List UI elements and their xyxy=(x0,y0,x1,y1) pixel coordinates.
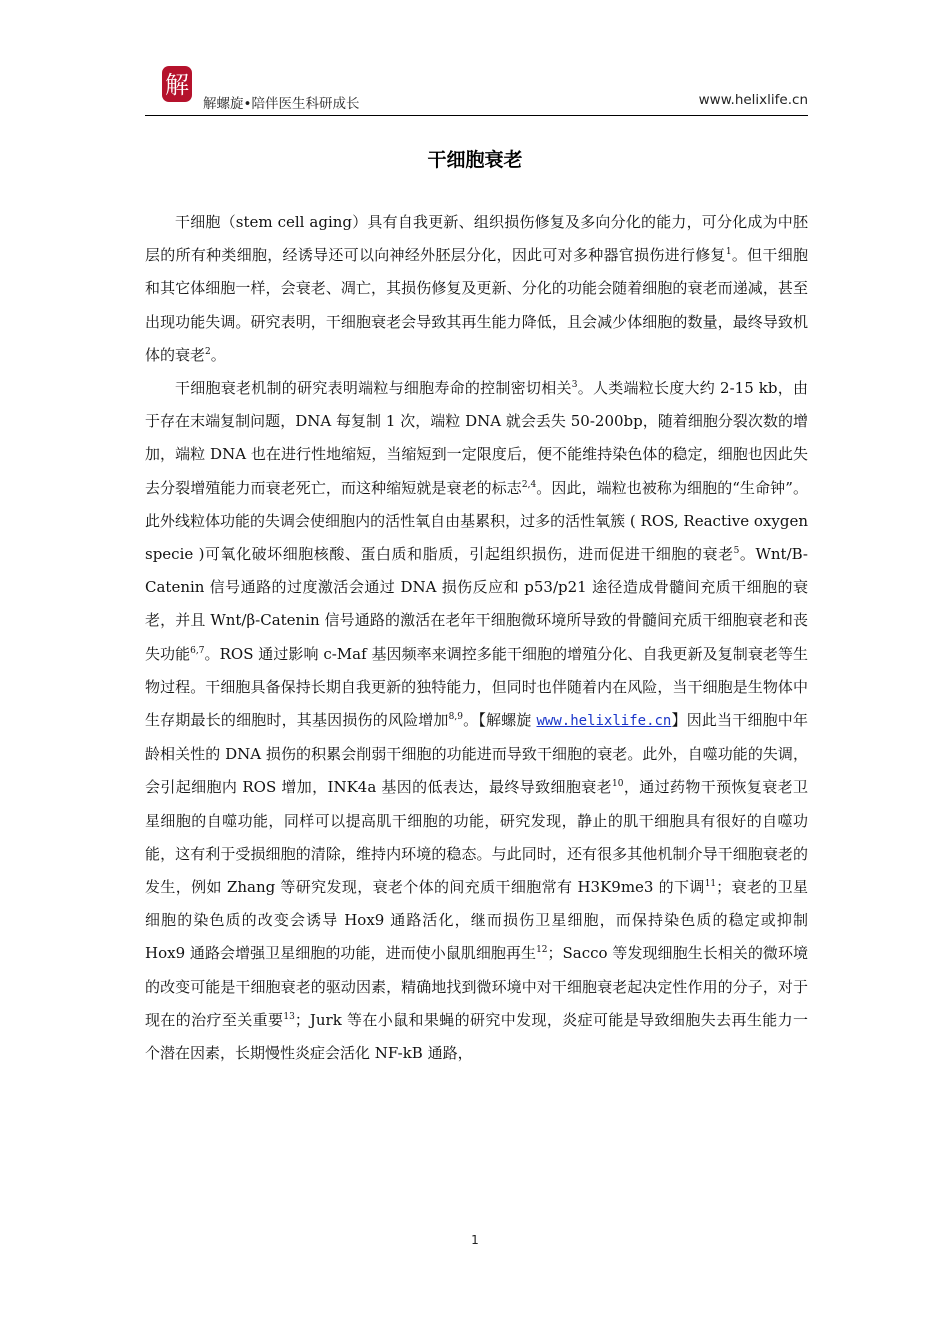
citation-ref: 13 xyxy=(283,1011,295,1022)
paragraph xyxy=(145,372,808,1070)
citation-ref: 2,4 xyxy=(521,479,537,490)
text-segment: 】因此当干细胞中年龄相关性的 DNA 损伤的积累会削弱干细胞的功能进而导致干细胞的衰老。此外，自噬功能的失调，会引起细胞内 ROS 增加，INK4a 基因的低表达，最终导致细胞衰老 xyxy=(145,711,808,797)
citation-ref: 11 xyxy=(704,879,717,890)
citation-ref: 2 xyxy=(205,346,211,357)
page-title: 干细胞衰老 xyxy=(427,148,523,171)
header-brand: 解螺旋•陪伴医生科研成长 xyxy=(203,96,360,112)
page-header xyxy=(145,62,808,118)
citation-ref: 10 xyxy=(612,779,624,790)
paragraph xyxy=(145,206,808,372)
text-segment: 干细胞（stem cell aging）具有自我更新、组织损伤修复及多向分化的能力，可分化成为中胚层的所有种类细胞，经诱导还可以向神经外胚层分化，因此可对多种器官损伤进行修复 xyxy=(145,213,808,265)
header-rule xyxy=(145,115,808,116)
citation-ref: 8,9 xyxy=(448,712,463,723)
logo-glyph: 解 xyxy=(165,71,189,99)
text-segment: 。人类端粒长度大约 2-15 kb，由于存在末端复制问题，DNA 每复制 1 次，端粒 DNA 就会丢失 50-200bp，随着细胞分裂次数的增加，端粒 DNA 也在进行性地缩短，当缩短到一定限度后，便不能维持染色体的稳定，细胞也因此失去分裂增殖能力而衰老死亡，而这种缩短就是衰老的标志 xyxy=(145,379,808,497)
text-segment: ；Jurk 等在小鼠和果蝇的研究中发现，炎症可能是导致细胞失去再生能力一个潜在因素，长期慢性炎症会活化 NF-kB 通路， xyxy=(145,1010,808,1063)
header-site-url[interactable]: www.helixlife.cn xyxy=(698,92,808,108)
text-segment: 。但干细胞和其它体细胞一样，会衰老、凋亡，其损伤修复及更新、分化的功能会随着细胞的衰老而递减，甚至出现功能失调。研究表明，干细胞衰老会导致其再生能力降低，且会减少体细胞的数量，最终导致机体的衰老 xyxy=(145,246,808,364)
citation-ref: 1 xyxy=(725,247,732,258)
inline-link[interactable]: www.helixlife.cn xyxy=(536,713,672,730)
citation-ref: 5 xyxy=(733,546,740,557)
text-segment: 。因此，端粒也被称为细胞的“生命钟”。 此外线粒体功能的失调会使细胞内的活性氧自由基累积，过多的活性氧簇 ( ROS, Reactive oxygen specie )可氧化破坏细胞核酸、蛋白质和脂质，引起组织损伤，进而促进干细胞的衰老 xyxy=(145,478,808,564)
text-segment: 。ROS 通过影响 c-Maf 基因频率来调控多能干细胞的增殖分化、自我更新及复制衰老等生物过程。干细胞具备保持长期自我更新的独特能力，但同时也伴随着内在风险，当干细胞是生物体中生存期最长的细胞时，其基因损伤的风险增加 xyxy=(145,644,808,730)
text-segment: 。【解螺旋 xyxy=(462,711,537,730)
text-segment: 。 xyxy=(210,345,226,364)
text-segment: ；衰老的卫星细胞的染色质的改变会诱导 Hox9 通路活化，继而损伤卫星细胞，而保持染色质的稳定或抑制 Hox9 通路会增强卫星细胞的功能，进而使小鼠肌细胞再生 xyxy=(145,878,808,963)
citation-ref: 3 xyxy=(571,380,578,391)
text-segment: ；Sacco 等发现细胞生长相关的微环境的改变可能是干细胞衰老的驱动因素，精确地找到微环境中对干细胞衰老起决定性作用的分子，对于现在的治疗至关重要 xyxy=(145,944,808,1029)
article-body xyxy=(145,206,808,1070)
helixlife-logo xyxy=(159,62,195,108)
citation-ref: 12 xyxy=(536,945,548,956)
page-number: 1 xyxy=(471,1233,479,1247)
text-segment: ，通过药物干预恢复衰老卫星细胞的自噬功能，同样可以提高肌干细胞的功能，研究发现，静止的肌干细胞具有很好的自噬功能，这有利于受损细胞的清除，维持内环境的稳态。与此同时，还有很多其他机制介导干细胞衰老的发生，例如 Zhang 等研究发现，衰老个体的间充质干细胞常有 H3K9me3 的下调 xyxy=(145,778,808,897)
text-segment: 。Wnt/B-Catenin 信号通路的过度激活会通过 DNA 损伤反应和 p53/p21 途径造成骨髓间充质干细胞的衰老，并且 Wnt/β-Catenin 信号通路的激活在老年干细胞微环境所导致的骨髓间充质干细胞衰老和丧失功能 xyxy=(145,545,808,663)
citation-ref: 6,7 xyxy=(190,645,205,656)
text-segment: 干细胞衰老机制的研究表明端粒与细胞寿命的控制密切相关 xyxy=(175,379,572,398)
